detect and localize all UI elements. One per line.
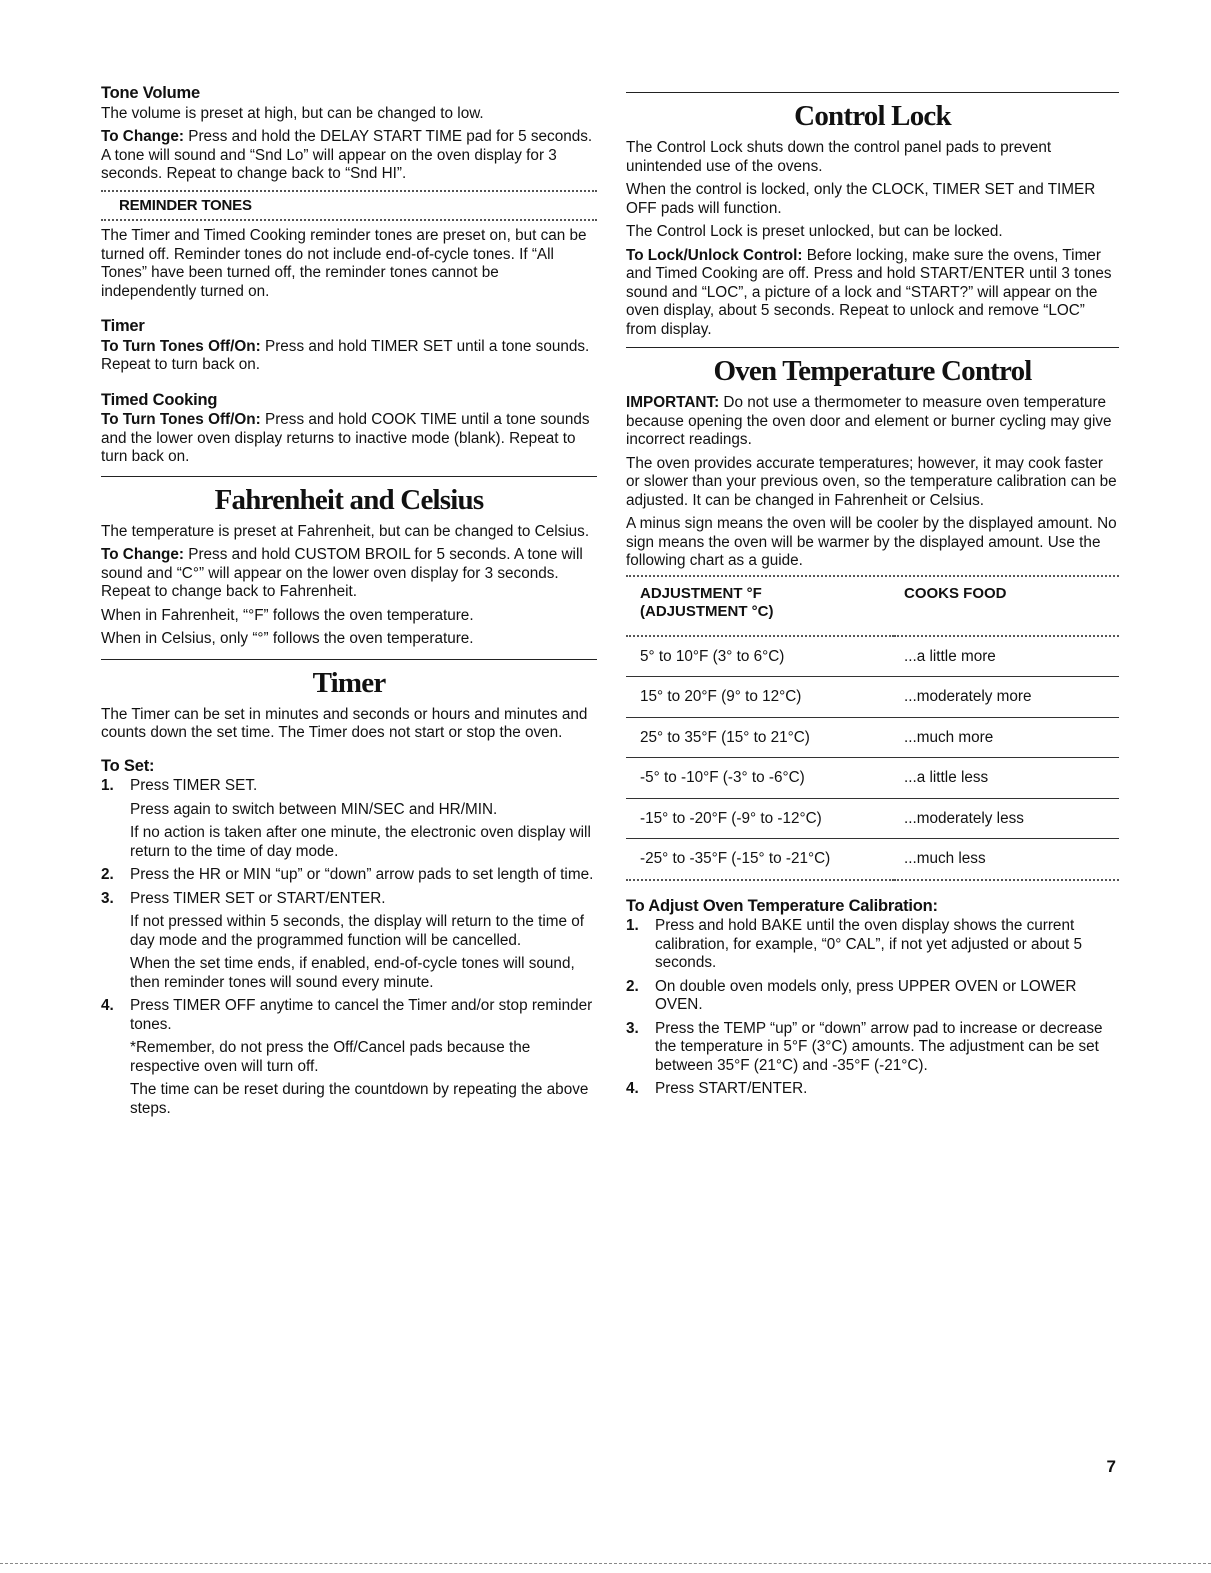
fahrenheit-change bbox=[101, 546, 597, 602]
reminder-tones-text: The Timer and Timed Cooking reminder tones are preset on, but can be turned off. Reminder tones do not include end-of-cycle tones. If “All Tones” have been turned off, the reminder tones cannot be independently turned on. bbox=[101, 227, 587, 300]
step-number: 3. bbox=[101, 889, 114, 907]
adjust-calibration-heading: To Adjust Oven Temperature Calibration: bbox=[626, 896, 938, 915]
step-text: When the set time ends, if enabled, end-of-cycle tones will sound, then reminder tones will sound every minute. bbox=[130, 955, 575, 991]
table-row bbox=[626, 839, 1119, 880]
section-rule bbox=[626, 347, 1119, 348]
adjustment-cell: 25° to 35°F (15° to 21°C) bbox=[626, 717, 894, 758]
timer-tones-heading: Timer bbox=[101, 317, 145, 335]
fahrenheit-line: When in Fahrenheit, “°F” follows the oven temperature. bbox=[101, 606, 474, 624]
reminder-tones-box bbox=[101, 190, 597, 222]
cooks-food-cell: ...a little more bbox=[894, 636, 1119, 677]
step-text: If no action is taken after one minute, the electronic oven display will return to the time of day mode. bbox=[130, 824, 591, 860]
table-row bbox=[626, 758, 1119, 799]
control-lock-p3: The Control Lock is preset unlocked, but can be locked. bbox=[626, 223, 1003, 240]
timed-cooking-text bbox=[101, 411, 597, 467]
timer-step bbox=[101, 890, 597, 993]
adjust-steps bbox=[626, 917, 1119, 1099]
cooks-food-header: COOKS FOOD bbox=[904, 584, 1007, 602]
step-text: Press the TEMP “up” or “down” arrow pad to increase or decrease the temperature in 5°F (3°C) amounts. The adjustment can be set between 35°F (21°C) and -35°F (-21°C). bbox=[655, 1019, 1103, 1074]
step-number: 3. bbox=[626, 1019, 639, 1037]
control-lock-text: Before locking, make sure the ovens, Timer and Timed Cooking are off. Press and hold START/ENTER until 3 tones sound and “LOC”, a picture of a lock and “START?” will appear on the oven display, about 5 seconds. Repeat to unlock and remove “LOC” from display. bbox=[626, 246, 1112, 338]
oven-temp-p3: A minus sign means the oven will be cooler by the displayed amount. No sign means the oven will be warmer by the displayed amount. Use the following chart as a guide. bbox=[626, 515, 1117, 569]
step-text: Press and hold BAKE until the oven display shows the current calibration, for example, “0° CAL”, if not yet adjusted or about 5 seconds. bbox=[655, 917, 1083, 971]
step-number: 1. bbox=[626, 917, 639, 934]
calibration-step bbox=[626, 1080, 1119, 1099]
timed-cooking-heading: Timed Cooking bbox=[101, 390, 218, 409]
timer-step bbox=[101, 866, 597, 885]
celsius-line: When in Celsius, only “°” follows the oven temperature. bbox=[101, 630, 474, 647]
control-lock-instructions bbox=[626, 247, 1119, 340]
fahrenheit-change-lead: To Change: bbox=[101, 546, 184, 563]
table-row bbox=[626, 636, 1119, 677]
oven-temp-important bbox=[626, 394, 1119, 450]
section-rule bbox=[101, 476, 597, 477]
cooks-food-cell: ...much less bbox=[894, 839, 1119, 880]
table-header-row bbox=[626, 579, 1119, 636]
step-text: The time can be reset during the countdown by repeating the above steps. bbox=[130, 1081, 589, 1117]
adjustment-cell: -15° to -20°F (-9° to -12°C) bbox=[626, 798, 894, 839]
step-number: 4. bbox=[626, 1080, 639, 1097]
control-lock-p2: When the control is locked, only the CLOCK, TIMER SET and TIMER OFF pads will function. bbox=[626, 181, 1096, 217]
control-lock-heading: Control Lock bbox=[794, 100, 951, 132]
important-lead: IMPORTANT: bbox=[626, 394, 720, 411]
timer-steps bbox=[101, 777, 597, 1118]
table-row bbox=[626, 798, 1119, 839]
step-text: Press TIMER OFF anytime to cancel the Timer and/or stop reminder tones. bbox=[130, 997, 593, 1033]
step-text: Press START/ENTER. bbox=[655, 1080, 808, 1097]
adjustment-c-header: (ADJUSTMENT °C) bbox=[640, 602, 774, 620]
important-text: Do not use a thermometer to measure oven temperature because opening the oven door and element or burner cycling may give incorrect readings. bbox=[626, 394, 1112, 448]
fahrenheit-change-text: Press and hold CUSTOM BROIL for 5 seconds. A tone will sound and “C°” will appear on the lower oven display for 3 seconds. Repeat to change back to Fahrenheit. bbox=[101, 546, 583, 600]
timed-cooking-body: Press and hold COOK TIME until a tone sounds and the lower oven display returns to inactive mode (blank). Repeat to turn back on. bbox=[101, 411, 590, 465]
step-text: Press the HR or MIN “up” or “down” arrow pads to set length of time. bbox=[130, 866, 594, 883]
control-lock-p1: The Control Lock shuts down the control panel pads to prevent unintended use of the ovens. bbox=[626, 139, 1052, 175]
divider bbox=[626, 575, 1119, 577]
page-number: 7 bbox=[1106, 1457, 1116, 1476]
fahrenheit-intro: The temperature is preset at Fahrenheit, but can be changed to Celsius. bbox=[101, 522, 590, 540]
step-number: 1. bbox=[101, 777, 114, 794]
adjustment-f-header: ADJUSTMENT °F bbox=[640, 584, 762, 602]
right-column bbox=[626, 84, 1119, 1104]
timer-tones-body: Press and hold TIMER SET until a tone sounds. Repeat to turn back on. bbox=[101, 337, 590, 373]
step-text: Press again to switch between MIN/SEC and HR/MIN. bbox=[130, 800, 498, 818]
tone-volume-intro: The volume is preset at high, but can be changed to low. bbox=[101, 104, 484, 122]
cooks-food-cell: ...much more bbox=[894, 717, 1119, 758]
adjustment-cell: -5° to -10°F (-3° to -6°C) bbox=[626, 758, 894, 799]
oven-temp-p2: The oven provides accurate temperatures; however, it may cook faster or slower than your previous oven, so the temperature calibration can be adjusted. It can be changed in Fahrenheit or Celsius. bbox=[626, 454, 1117, 509]
timer-intro: The Timer can be set in minutes and seconds or hours and minutes and counts down the set time. The Timer does not start or stop the oven. bbox=[101, 705, 588, 741]
to-set-heading: To Set: bbox=[101, 756, 155, 775]
calibration-step bbox=[626, 978, 1119, 1015]
change-lead: To Change: bbox=[101, 128, 184, 145]
cooks-food-cell: ...a little less bbox=[894, 758, 1119, 799]
tone-volume-change bbox=[101, 128, 597, 184]
step-text: Press TIMER SET. bbox=[130, 777, 258, 794]
step-text: If not pressed within 5 seconds, the display will return to the time of day mode and the programmed function will be cancelled. bbox=[130, 913, 585, 949]
cooks-food-cell: ...moderately more bbox=[894, 677, 1119, 718]
timer-step bbox=[101, 997, 597, 1118]
reminder-tones-heading: REMINDER TONES bbox=[119, 196, 252, 214]
adjustment-cell: 5° to 10°F (3° to 6°C) bbox=[626, 636, 894, 677]
tone-volume-heading: Tone Volume bbox=[101, 84, 200, 102]
cooks-food-cell: ...moderately less bbox=[894, 798, 1119, 839]
oven-temp-heading: Oven Temperature Control bbox=[713, 355, 1032, 387]
adjustment-column-header bbox=[626, 579, 894, 636]
step-text: Press TIMER SET or START/ENTER. bbox=[130, 889, 386, 907]
adjustment-cell: -25° to -35°F (-15° to -21°C) bbox=[626, 839, 894, 880]
timer-step bbox=[101, 777, 597, 861]
timer-tones-lead: To Turn Tones Off/On: bbox=[101, 337, 261, 355]
table-row bbox=[626, 677, 1119, 718]
adjustment-table bbox=[626, 579, 1119, 881]
change-text: Press and hold the DELAY START TIME pad for 5 seconds. A tone will sound and “Snd Lo” will appear on the oven display for 3 seconds. Repeat to change back to “Snd HI”. bbox=[101, 128, 593, 182]
bottom-edge-rule bbox=[0, 1563, 1211, 1564]
step-text: On double oven models only, press UPPER OVEN or LOWER OVEN. bbox=[655, 977, 1077, 1013]
adjustment-cell: 15° to 20°F (9° to 12°C) bbox=[626, 677, 894, 718]
step-number: 2. bbox=[626, 977, 639, 995]
section-rule bbox=[626, 92, 1119, 93]
step-text: *Remember, do not press the Off/Cancel pads because the respective oven will turn off. bbox=[130, 1039, 531, 1075]
adjustment-rows bbox=[626, 636, 1119, 880]
calibration-step bbox=[626, 917, 1119, 973]
timer-tones-text bbox=[101, 338, 597, 375]
step-number: 2. bbox=[101, 866, 114, 883]
calibration-step bbox=[626, 1020, 1119, 1076]
fahrenheit-heading: Fahrenheit and Celsius bbox=[214, 483, 484, 516]
timed-cooking-lead: To Turn Tones Off/On: bbox=[101, 411, 261, 428]
section-rule bbox=[101, 659, 597, 660]
step-number: 4. bbox=[101, 997, 114, 1014]
timer-heading: Timer bbox=[312, 666, 386, 699]
left-column bbox=[101, 84, 597, 1123]
table-row bbox=[626, 717, 1119, 758]
divider bbox=[101, 219, 597, 221]
control-lock-lead: To Lock/Unlock Control: bbox=[626, 246, 803, 264]
